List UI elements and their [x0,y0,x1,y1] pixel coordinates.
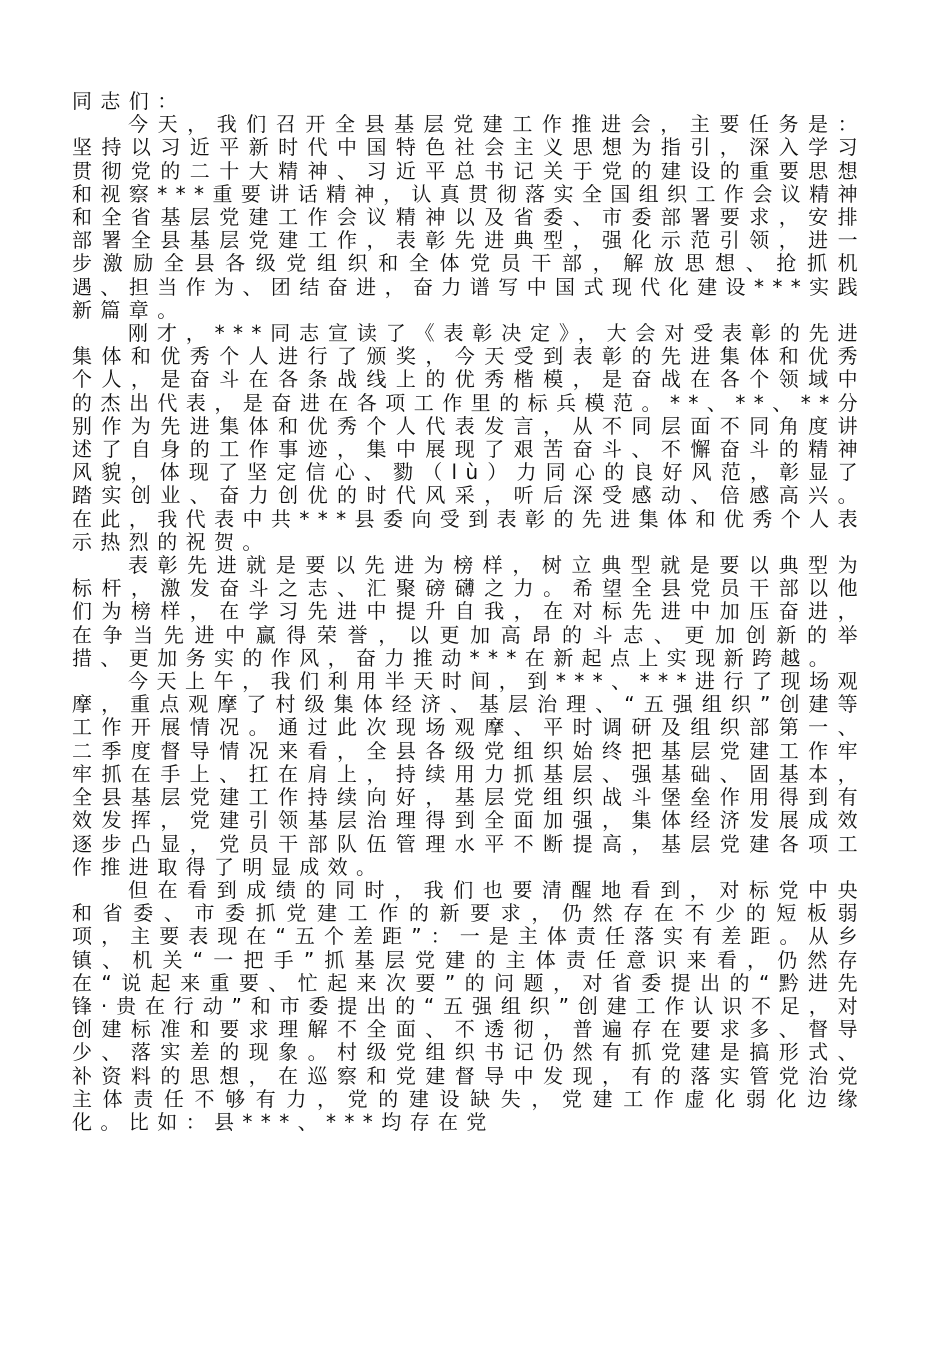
paragraph-role-models: 表彰先进就是要以先进为榜样，树立典型就是要以典型为标杆，激发奋斗之志、汇聚磅礴之力。希望全县党员干部以他们为榜样，在学习先进中提升自我，在对标先进中加压奋进，在争当先进中赢得荣誉，以更加高昂的斗志、更加创新的举措、更加务实的作风，奋力推动***在新起点上实现新跨越。 [72,553,866,670]
paragraph-site-visit: 今天上午，我们利用半天时间，到***、***进行了现场观摩，重点观摩了村级集体经济、基层治理、“五强组织”创建等工作开展情况。通过此次现场观摩、平时调研及组织部第一、二季度督导情况来看，全县各级党组织始终把基层党建工作牢牢抓在手上、扛在肩上，持续用力抓基层、强基础、固基本，全县基层党建工作持续向好，基层党组织战斗堡垒作用得到有效发挥，党建引领基层治理得到全面加强，集体经济发展成效逐步凸显，党员干部队伍管理水平不断提高，基层党建各项工作推进取得了明显成效。 [72,669,866,879]
paragraph-shortcomings: 但在看到成绩的同时，我们也要清醒地看到，对标党中央和省委、市委抓党建工作的新要求，仍然存在不少的短板弱项，主要表现在“五个差距”：一是主体责任落实有差距。从乡镇、机关“一把手”抓基层党建的主体责任意识来看，仍然存在“说起来重要、忙起来次要”的问题，对省委提出的“黔进先锋·贵在行动”和市委提出的“五强组织”创建工作认识不足，对创建标准和要求理解不全面、不透彻，普遍存在要求多、督导少、落实差的现象。村级党组织书记仍然有抓党建是搞形式、补资料的思想，在巡察和党建督导中发现，有的落实管党治党主体责任不够有力，党的建设缺失，党建工作虚化弱化边缘化。比如：县***、***均存在党 [72,877,866,1134]
salutation: 同志们： [72,89,186,113]
paragraph-opening: 今天，我们召开全县基层党建工作推进会，主要任务是：坚持以习近平新时代中国特色社会主义思想为指引，深入学习贯彻党的二十大精神、习近平总书记关于党的建设的重要思想和视察***重要讲话精神，认真贯彻落实全国组织工作会议精神和全省基层党建工作会议精神以及省委、市委部署要求，安排部署全县基层党建工作，表彰先进典型，强化示范引领，进一步激励全县各级党组织和全体党员干部，解放思想、抢抓机遇、担当作为、团结奋进，奋力谱写中国式现代化建设***实践新篇章。 [72,112,866,322]
paragraph-commendation: 刚才，***同志宣读了《表彰决定》，大会对受表彰的先进集体和优秀个人进行了颁奖，今天受到表彰的先进集体和优秀个人，是奋斗在各条战线上的优秀楷模，是奋战在各个领域中的杰出代表，是奋进在各项工作里的标兵模范。**、**、**分别作为先进集体和优秀个人代表发言，从不同层面不同角度讲述了自身的工作事迹，集中展现了艰苦奋斗、不懈奋斗的精神风貌，体现了坚定信心、勠（lù）力同心的良好风范，彰显了踏实创业、奋力创优的时代风采，听后深受感动、倍感高兴。在此，我代表中共***县委向受到表彰的先进集体和优秀个人表示热烈的祝贺。 [72,321,866,554]
document-page [72,90,866,1134]
